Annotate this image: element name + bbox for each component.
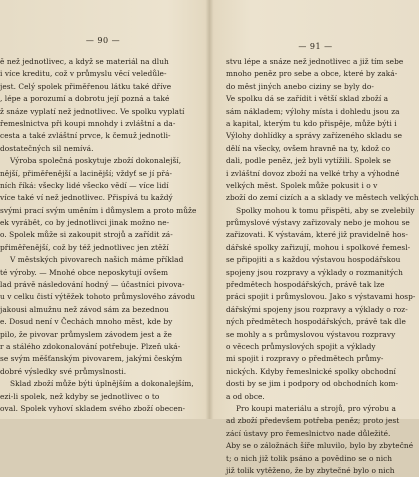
text-line: Výroba společná poskytuje zboží dokonalejší, bbox=[10, 156, 182, 166]
text-line: spojeny jsou rozpravy a výklady o rozmanitých bbox=[226, 267, 403, 277]
text-line: se připojiti a s každou výstavou hospodářskou bbox=[226, 255, 401, 265]
text-line: zařizovati. K výstavám, které již pravidelně hos- bbox=[226, 230, 408, 240]
text-line: stvu lépe a snáze než jednotlivec a již tím sebe bbox=[226, 57, 404, 66]
text-line: do měst jiných anebo ciziny se byly do- bbox=[226, 81, 374, 91]
text-line: zboží do zemí cizích a a sklady ve městech velkých bbox=[226, 193, 419, 203]
text-line: cesta a také zvláštní prvce, k čemuž jednotli- bbox=[0, 131, 171, 141]
text-line: dářské spolky zařizují, mohou i spolkové řemesl- bbox=[226, 242, 411, 252]
text-block bbox=[0, 56, 200, 415]
right-page bbox=[212, 0, 419, 475]
text-line: mnoho peněz pro sebe a obce, které by zaká- bbox=[226, 69, 398, 79]
text-line: , lépe a porozumí a dobrotu její pozná a také bbox=[0, 94, 170, 104]
text-line: i více kreditu, což v průmyslu věcí veledůle- bbox=[0, 69, 167, 79]
text-line: velkých měst. Spolek může pokusit i o v bbox=[226, 180, 378, 190]
page-number: — 90 — bbox=[85, 36, 121, 45]
text-line: Spolky mohou k tomu přispěti, aby se zvelebily bbox=[236, 205, 415, 215]
text-line: nických. Kdyby řemeslnické spolky obchodní bbox=[226, 366, 396, 376]
text-line: pilo, že pivovar průmyslem závodem jest a že bbox=[0, 329, 172, 339]
text-line: přiměřenější, což by též jednotlivec jen ztěží bbox=[0, 242, 169, 252]
text-line: o věcech průmyslových spojit a výklady bbox=[226, 341, 376, 351]
text-line: Aby se o záložnách šíře mluvilo, bylo by zbytečné bbox=[226, 441, 414, 451]
text-line: jest. Celý spolek přiměřenou látku také dříve bbox=[0, 81, 172, 91]
text-line: t; o nich již tolik psáno a povědino se o nich bbox=[226, 453, 393, 463]
text-line: jakousi almužnu než závod sám za bezednou bbox=[0, 304, 169, 314]
text-line: řemeslnictva při koupi mnohdy i zvláštní a da- bbox=[0, 118, 176, 128]
text-line: i zvláštní dovoz zboží na velké trhy a výhodné bbox=[226, 168, 400, 178]
text-line: ž snáze vyplatí než jednotlivec. Ve spolku vyplatí bbox=[0, 106, 185, 116]
text-line: se svým měšťanským pivovarem, jakými českým bbox=[0, 354, 183, 364]
text-line: té výroby. — Mnohé obce neposkytují ovšem bbox=[0, 267, 169, 277]
text-line: ních říká: všecky lidé všecko vědí — více lidí bbox=[0, 180, 169, 190]
text-line: práci spojit i průmyslovou. Jako s výstavami hosp- bbox=[226, 292, 416, 302]
text-line: zácí ústavy pro řemeslnictvo nade důležité. bbox=[226, 428, 391, 438]
text-line: předmětech hospodářských, právě tak lze bbox=[226, 280, 385, 290]
text-line: ad zboží předevšem potřeba peněz; proto jest bbox=[226, 416, 400, 426]
text-line: Ve spolku dá se zařídit i větší sklad zboží a bbox=[226, 94, 389, 104]
text-line: více také ví než jednotlivec. Přispívá tu každý bbox=[0, 193, 173, 203]
text-line: a kapital, kterým tu kdo přispěje, může býti i bbox=[226, 118, 397, 128]
text-line: ezi-li spolek, než kdyby se jednotlivec o to bbox=[0, 391, 160, 401]
page-number: — 91 — bbox=[298, 42, 333, 51]
text-line: ek vyrábět, co by jednotlivci jinak možno ne- bbox=[0, 218, 170, 228]
text-line: o. Spolek může si zakoupit strojů a zařídit zá- bbox=[0, 230, 173, 240]
text-line: u v celku čistí výtěžek tohoto průmyslového závodu bbox=[0, 292, 196, 302]
text-line: nější, přiměřenější a lacinější; vždyť se jí přá- bbox=[0, 168, 173, 178]
text-line: ě než jednotlivec, a když se materiál na dluh bbox=[0, 57, 169, 66]
text-line: ných předmětech hospodářských, právě tak dle bbox=[226, 317, 406, 327]
text-line: dělí na všecky, ovšem hravně na ty, kdož co bbox=[226, 143, 391, 153]
text-line: r a stálého zdokonalování potřebuje. Plzeň uká- bbox=[0, 341, 181, 351]
text-line: Výlohy dohlídky a správy zařízeného skladu se bbox=[226, 131, 403, 141]
text-line: mi spojit i rozpravy o předmětech průmy- bbox=[226, 354, 384, 364]
text-line: a od obce. bbox=[226, 391, 265, 401]
text-line: oval. Spolek vyhoví skladem svého zboží obecen- bbox=[0, 403, 186, 413]
text-line: dosti by se jim i podpory od obchodních kom- bbox=[226, 379, 399, 389]
text-line: již tolik vytěženo, že by zbytečné bylo o nich bbox=[226, 465, 395, 475]
text-line: se mohly a s průmyslovou výstavou rozpravy bbox=[226, 329, 396, 339]
text-line: V městských pivovarech našich máme příklad bbox=[10, 255, 184, 265]
text-line: sám nákladem; výlohy místa i dohledu jsou za bbox=[226, 106, 400, 116]
text-line: e. Dosud není v Čechách mnoho měst, kde by bbox=[0, 317, 173, 327]
text-line: Pro koupi materiálu a strojů, pro výrobu a bbox=[236, 403, 396, 413]
text-block bbox=[226, 56, 419, 477]
text-line: dali, podle peněz, jež byli vytížili. Spolek se bbox=[226, 156, 391, 166]
left-page bbox=[0, 0, 206, 419]
text-line: průmyslové výstavy zařizovaly nebo je mohou se bbox=[226, 218, 410, 228]
text-line: lad právě následování hodný — účastníci pivova- bbox=[0, 280, 185, 290]
text-line: dářskými spojeny jsou rozpravy a výklady o roz- bbox=[226, 304, 408, 314]
text-line: Sklad zboží může býti úplnějším a dokonalejším, bbox=[10, 379, 194, 389]
text-line: dostatečných sil nemívá. bbox=[0, 143, 94, 153]
text-line: svými prací svým uměním i důmyslem a proto může bbox=[0, 205, 197, 215]
text-line: dobré výsledky své průmyslnosti. bbox=[0, 366, 127, 376]
